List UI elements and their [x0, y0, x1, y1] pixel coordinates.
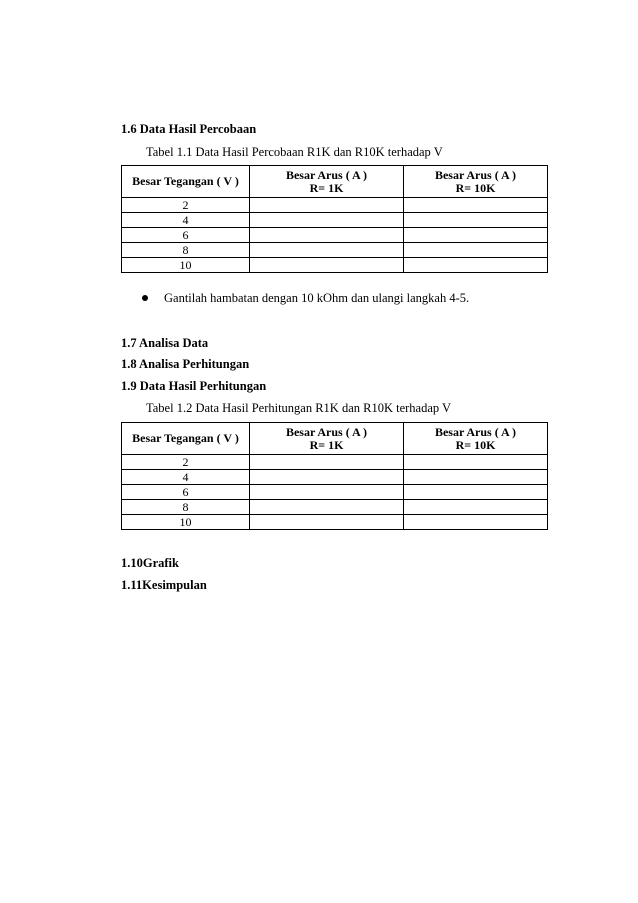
table1-cell-current-10k	[404, 258, 548, 273]
bullet-icon	[142, 295, 148, 301]
table1-cell-voltage: 8	[122, 243, 250, 258]
table2	[121, 422, 548, 530]
table2-header-current-1k: Besar Arus ( A ) R= 1K	[250, 423, 404, 455]
section-heading-1-9: 1.9 Data Hasil Perhitungan	[121, 379, 267, 393]
table1-header-current-1k: Besar Arus ( A ) R= 1K	[250, 166, 404, 198]
table1-cell-current-10k	[404, 243, 548, 258]
table2-cell-voltage: 6	[122, 485, 250, 500]
table1-header-voltage: Besar Tegangan ( V )	[122, 166, 250, 198]
table2-cell-current-10k	[404, 500, 548, 515]
instruction-text: Gantilah hambatan dengan 10 kOhm dan ulangi langkah 4-5.	[164, 291, 470, 305]
table-row	[122, 515, 548, 530]
section-heading-1-8: 1.8 Analisa Perhitungan	[121, 357, 250, 371]
table1-cell-current-1k	[250, 198, 404, 213]
table2-cell-current-10k	[404, 515, 548, 530]
table1-caption: Tabel 1.1 Data Hasil Percobaan R1K dan R10K terhadap V	[146, 145, 443, 159]
table2-caption: Tabel 1.2 Data Hasil Perhitungan R1K dan R10K terhadap V	[146, 401, 452, 415]
table1-cell-current-1k	[250, 258, 404, 273]
table2-cell-voltage: 2	[122, 455, 250, 470]
table-row	[122, 485, 548, 500]
section-heading-1-6: 1.6 Data Hasil Percobaan	[121, 122, 257, 136]
table1-cell-current-10k	[404, 198, 548, 213]
table2-cell-current-1k	[250, 455, 404, 470]
table1-cell-current-1k	[250, 228, 404, 243]
table1-header-current-10k: Besar Arus ( A ) R= 10K	[404, 166, 548, 198]
table2-cell-voltage: 4	[122, 470, 250, 485]
table2-cell-current-10k	[404, 455, 548, 470]
table2-cell-current-1k	[250, 485, 404, 500]
table2-cell-current-1k	[250, 470, 404, 485]
table-row	[122, 228, 548, 243]
table-row	[122, 500, 548, 515]
table1-cell-voltage: 10	[122, 258, 250, 273]
table-row	[122, 198, 548, 213]
table1-cell-voltage: 2	[122, 198, 250, 213]
table2-cell-current-1k	[250, 500, 404, 515]
table-row	[122, 243, 548, 258]
table1-cell-voltage: 4	[122, 213, 250, 228]
table2-cell-voltage: 8	[122, 500, 250, 515]
instruction-bullet	[142, 291, 469, 305]
table2-cell-current-10k	[404, 470, 548, 485]
table-row	[122, 455, 548, 470]
table2-header-voltage: Besar Tegangan ( V )	[122, 423, 250, 455]
table1	[121, 165, 548, 273]
table1-cell-current-10k	[404, 228, 548, 243]
section-heading-1-11: 1.11Kesimpulan	[121, 578, 207, 592]
table1-cell-current-1k	[250, 243, 404, 258]
table1-cell-current-10k	[404, 213, 548, 228]
table2-cell-voltage: 10	[122, 515, 250, 530]
table1-header-row	[122, 166, 548, 198]
table2-cell-current-10k	[404, 485, 548, 500]
table2-header-current-10k: Besar Arus ( A ) R= 10K	[404, 423, 548, 455]
table-row	[122, 213, 548, 228]
table-row	[122, 470, 548, 485]
table-row	[122, 258, 548, 273]
section-heading-1-7: 1.7 Analisa Data	[121, 336, 209, 350]
table2-header-row	[122, 423, 548, 455]
section-heading-1-10: 1.10Grafik	[121, 556, 179, 570]
table2-cell-current-1k	[250, 515, 404, 530]
table1-cell-current-1k	[250, 213, 404, 228]
table1-cell-voltage: 6	[122, 228, 250, 243]
